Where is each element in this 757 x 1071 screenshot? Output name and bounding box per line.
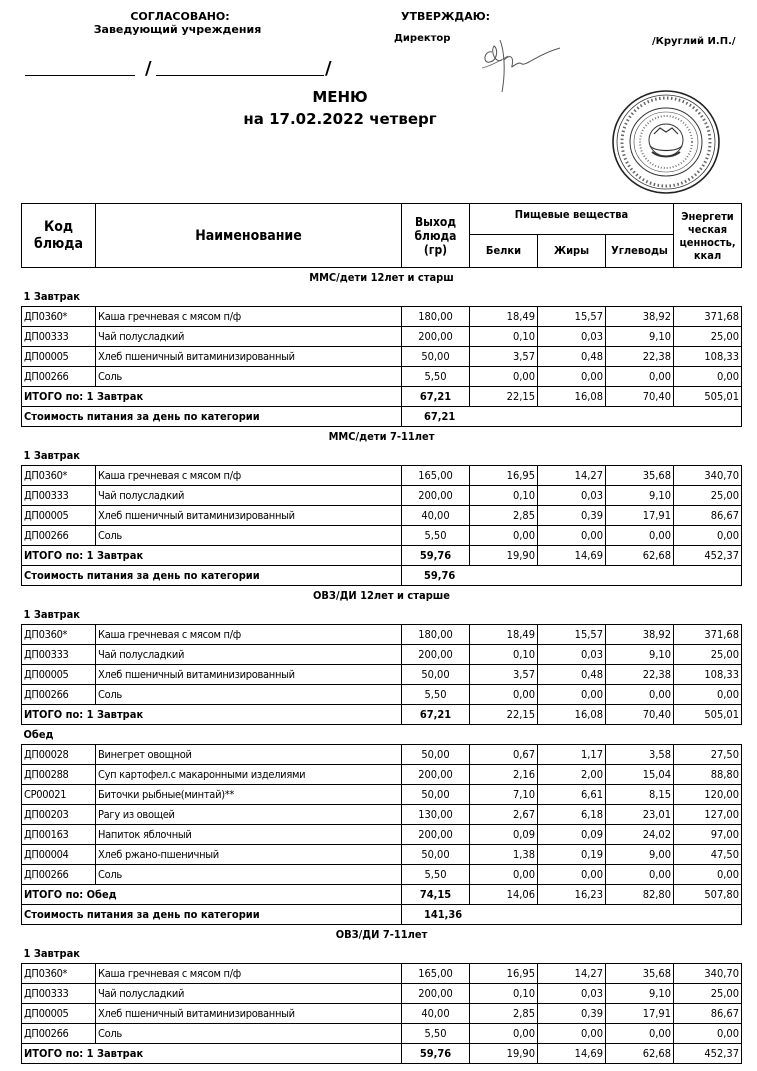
approved-name: /Круглий И.П./ <box>652 36 736 47</box>
slash: / <box>145 58 152 79</box>
category-row <box>22 586 742 606</box>
dish-energy: 97,00 <box>674 825 742 845</box>
dish-fat: 0,09 <box>538 825 606 845</box>
header-code: Код блюда <box>22 204 96 268</box>
category-title: ОВЗ/ДИ 12лет и старше <box>312 588 451 602</box>
header-carbs: Углеводы <box>606 235 674 268</box>
dish-fat: 15,57 <box>538 625 606 645</box>
cost-row <box>22 905 742 925</box>
dish-carbs: 35,68 <box>606 466 674 486</box>
dish-name: Соль <box>96 367 402 387</box>
dish-code: ДП00005 <box>22 347 96 367</box>
dish-name: Каша гречневая с мясом п/ф <box>96 964 402 984</box>
dish-protein: 0,67 <box>470 745 538 765</box>
cost-label: Стоимость питания за день по категории <box>22 905 402 925</box>
dish-carbs: 0,00 <box>606 685 674 705</box>
category-row <box>22 268 742 288</box>
dish-protein: 16,95 <box>470 466 538 486</box>
dish-protein: 18,49 <box>470 625 538 645</box>
total-yield: 67,21 <box>402 387 470 407</box>
dish-energy: 0,00 <box>674 865 742 885</box>
agreed-name-line <box>156 59 324 76</box>
dish-carbs: 38,92 <box>606 625 674 645</box>
dish-yield: 5,50 <box>402 865 470 885</box>
total-protein: 19,90 <box>470 546 538 566</box>
dish-protein: 0,10 <box>470 327 538 347</box>
dish-code: ДП0360* <box>22 307 96 327</box>
dish-energy: 127,00 <box>674 805 742 825</box>
dish-name: Хлеб пшеничный витаминизированный <box>96 665 402 685</box>
dish-code: ДП00333 <box>22 645 96 665</box>
dish-carbs: 22,38 <box>606 347 674 367</box>
meal-title: 1 Завтрак <box>23 448 81 462</box>
dish-energy: 108,33 <box>674 665 742 685</box>
dish-code: ДП00266 <box>22 1024 96 1044</box>
table-row <box>22 785 742 805</box>
meal-row <box>22 287 742 307</box>
dish-code: ДП00333 <box>22 327 96 347</box>
dish-energy: 86,67 <box>674 1004 742 1024</box>
dish-protein: 0,09 <box>470 825 538 845</box>
total-yield: 67,21 <box>402 705 470 725</box>
meal-row <box>22 944 742 964</box>
dish-yield: 200,00 <box>402 327 470 347</box>
table-row <box>22 506 742 526</box>
dish-carbs: 23,01 <box>606 805 674 825</box>
dish-protein: 0,00 <box>470 865 538 885</box>
dish-code: ДП00028 <box>22 745 96 765</box>
dish-energy: 47,50 <box>674 845 742 865</box>
dish-energy: 0,00 <box>674 685 742 705</box>
dish-yield: 50,00 <box>402 347 470 367</box>
dish-code: ДП00266 <box>22 865 96 885</box>
dish-fat: 0,48 <box>538 347 606 367</box>
dish-name: Каша гречневая с мясом п/ф <box>96 307 402 327</box>
dish-name: Винегрет овощной <box>96 745 402 765</box>
dish-yield: 200,00 <box>402 825 470 845</box>
dish-fat: 0,19 <box>538 845 606 865</box>
dish-name: Чай полусладкий <box>96 645 402 665</box>
dish-name: Каша гречневая с мясом п/ф <box>96 466 402 486</box>
dish-carbs: 9,00 <box>606 845 674 865</box>
header-name: Наименование <box>96 204 402 268</box>
total-label: ИТОГО по: 1 Завтрак <box>22 705 402 725</box>
category-title: ОВЗ/ДИ 7-11лет <box>335 927 428 941</box>
dish-carbs: 38,92 <box>606 307 674 327</box>
dish-code: ДП00333 <box>22 486 96 506</box>
total-energy: 452,37 <box>674 1044 742 1064</box>
dish-name: Суп картофел.с макаронными изделиями <box>96 765 402 785</box>
dish-yield: 200,00 <box>402 765 470 785</box>
dish-yield: 5,50 <box>402 526 470 546</box>
page-title: МЕНЮ <box>312 88 368 106</box>
cost-row <box>22 566 742 586</box>
dish-fat: 0,00 <box>538 685 606 705</box>
total-carbs: 82,80 <box>606 885 674 905</box>
total-fat: 16,08 <box>538 387 606 407</box>
table-row <box>22 825 742 845</box>
total-protein: 22,15 <box>470 387 538 407</box>
dish-code: СР00021 <box>22 785 96 805</box>
total-energy: 452,37 <box>674 546 742 566</box>
table-row <box>22 745 742 765</box>
dish-energy: 371,68 <box>674 625 742 645</box>
dish-protein: 2,16 <box>470 765 538 785</box>
dish-name: Напиток яблочный <box>96 825 402 845</box>
meal-row <box>22 725 742 745</box>
header-energy: Энергети ческая ценность, ккал <box>674 204 742 268</box>
dish-name: Чай полусладкий <box>96 327 402 347</box>
total-label: ИТОГО по: Обед <box>22 885 402 905</box>
dish-code: ДП00005 <box>22 665 96 685</box>
dish-yield: 50,00 <box>402 745 470 765</box>
dish-fat: 6,18 <box>538 805 606 825</box>
dish-fat: 0,00 <box>538 526 606 546</box>
dish-yield: 5,50 <box>402 685 470 705</box>
total-row <box>22 1044 742 1064</box>
dish-energy: 340,70 <box>674 466 742 486</box>
dish-name: Хлеб ржано-пшеничный <box>96 845 402 865</box>
dish-carbs: 0,00 <box>606 865 674 885</box>
dish-energy: 120,00 <box>674 785 742 805</box>
dish-yield: 50,00 <box>402 665 470 685</box>
dish-carbs: 22,38 <box>606 665 674 685</box>
menu-table <box>21 203 742 1064</box>
meal-title: 1 Завтрак <box>23 607 81 621</box>
dish-yield: 200,00 <box>402 486 470 506</box>
dish-protein: 0,00 <box>470 526 538 546</box>
dish-protein: 18,49 <box>470 307 538 327</box>
total-label: ИТОГО по: 1 Завтрак <box>22 1044 402 1064</box>
dish-yield: 165,00 <box>402 466 470 486</box>
dish-yield: 50,00 <box>402 785 470 805</box>
total-energy: 505,01 <box>674 387 742 407</box>
category-title: ММС/дети 7-11лет <box>328 429 435 443</box>
dish-code: ДП00005 <box>22 506 96 526</box>
dish-yield: 200,00 <box>402 984 470 1004</box>
agreed-role: Заведующий учреждения <box>93 23 262 36</box>
table-row <box>22 645 742 665</box>
table-row <box>22 1024 742 1044</box>
dish-yield: 40,00 <box>402 506 470 526</box>
dish-fat: 14,27 <box>538 964 606 984</box>
dish-carbs: 17,91 <box>606 506 674 526</box>
table-row <box>22 665 742 685</box>
dish-name: Каша гречневая с мясом п/ф <box>96 625 402 645</box>
category-row <box>22 925 742 945</box>
dish-carbs: 17,91 <box>606 1004 674 1024</box>
total-fat: 16,23 <box>538 885 606 905</box>
table-row <box>22 625 742 645</box>
dish-fat: 14,27 <box>538 466 606 486</box>
dish-fat: 6,61 <box>538 785 606 805</box>
dish-fat: 0,00 <box>538 865 606 885</box>
header-yield: Выход блюда (гр) <box>402 204 470 268</box>
header-nutrients: Пищевые вещества <box>470 204 674 235</box>
total-protein: 22,15 <box>470 705 538 725</box>
total-protein: 19,90 <box>470 1044 538 1064</box>
total-carbs: 62,68 <box>606 1044 674 1064</box>
approved-role: Директор <box>394 33 451 44</box>
dish-name: Соль <box>96 526 402 546</box>
dish-energy: 27,50 <box>674 745 742 765</box>
dish-energy: 0,00 <box>674 1024 742 1044</box>
meal-row <box>22 446 742 466</box>
dish-fat: 0,00 <box>538 1024 606 1044</box>
meal-title: 1 Завтрак <box>23 289 81 303</box>
dish-name: Соль <box>96 865 402 885</box>
dish-yield: 50,00 <box>402 845 470 865</box>
meal-row <box>22 605 742 625</box>
dish-code: ДП00266 <box>22 685 96 705</box>
dish-carbs: 0,00 <box>606 367 674 387</box>
table-row <box>22 765 742 785</box>
dish-carbs: 0,00 <box>606 526 674 546</box>
total-fat: 14,69 <box>538 546 606 566</box>
meal-title: 1 Завтрак <box>23 946 81 960</box>
dish-name: Чай полусладкий <box>96 486 402 506</box>
dish-protein: 2,85 <box>470 1004 538 1024</box>
dish-yield: 180,00 <box>402 307 470 327</box>
dish-fat: 0,39 <box>538 506 606 526</box>
agreed-label: СОГЛАСОВАНО: <box>130 10 230 23</box>
total-yield: 59,76 <box>402 1044 470 1064</box>
header-protein: Белки <box>470 235 538 268</box>
dish-code: ДП00333 <box>22 984 96 1004</box>
dish-name: Соль <box>96 1024 402 1044</box>
total-yield: 74,15 <box>402 885 470 905</box>
cost-row <box>22 407 742 427</box>
dish-yield: 130,00 <box>402 805 470 825</box>
dish-fat: 1,17 <box>538 745 606 765</box>
dish-energy: 88,80 <box>674 765 742 785</box>
dish-protein: 3,57 <box>470 665 538 685</box>
dish-energy: 25,00 <box>674 327 742 347</box>
table-row <box>22 466 742 486</box>
header-fat: Жиры <box>538 235 606 268</box>
category-row <box>22 427 742 447</box>
dish-code: ДП0360* <box>22 625 96 645</box>
total-label: ИТОГО по: 1 Завтрак <box>22 387 402 407</box>
dish-protein: 0,10 <box>470 486 538 506</box>
total-fat: 16,08 <box>538 705 606 725</box>
cost-value: 141,36 <box>402 905 742 925</box>
dish-carbs: 24,02 <box>606 825 674 845</box>
dish-carbs: 8,15 <box>606 785 674 805</box>
dish-carbs: 35,68 <box>606 964 674 984</box>
dish-energy: 25,00 <box>674 486 742 506</box>
dish-code: ДП00005 <box>22 1004 96 1024</box>
dish-energy: 0,00 <box>674 367 742 387</box>
total-row <box>22 885 742 905</box>
dish-fat: 0,03 <box>538 984 606 1004</box>
dish-energy: 25,00 <box>674 984 742 1004</box>
dish-name: Соль <box>96 685 402 705</box>
dish-yield: 5,50 <box>402 1024 470 1044</box>
dish-name: Хлеб пшеничный витаминизированный <box>96 506 402 526</box>
dish-yield: 180,00 <box>402 625 470 645</box>
dish-code: ДП00163 <box>22 825 96 845</box>
dish-yield: 200,00 <box>402 645 470 665</box>
cost-value: 59,76 <box>402 566 742 586</box>
total-label: ИТОГО по: 1 Завтрак <box>22 546 402 566</box>
table-row <box>22 307 742 327</box>
dish-fat: 0,03 <box>538 486 606 506</box>
dish-protein: 7,10 <box>470 785 538 805</box>
dish-protein: 0,00 <box>470 1024 538 1044</box>
total-energy: 507,80 <box>674 885 742 905</box>
table-row <box>22 367 742 387</box>
table-row <box>22 845 742 865</box>
page-date: на 17.02.2022 четверг <box>243 110 437 128</box>
dish-energy: 340,70 <box>674 964 742 984</box>
dish-carbs: 3,58 <box>606 745 674 765</box>
dish-yield: 165,00 <box>402 964 470 984</box>
dish-name: Биточки рыбные(минтай)** <box>96 785 402 805</box>
dish-energy: 0,00 <box>674 526 742 546</box>
table-row <box>22 486 742 506</box>
total-row <box>22 387 742 407</box>
dish-energy: 371,68 <box>674 307 742 327</box>
dish-yield: 5,50 <box>402 367 470 387</box>
dish-yield: 40,00 <box>402 1004 470 1024</box>
dish-protein: 2,85 <box>470 506 538 526</box>
dish-fat: 0,39 <box>538 1004 606 1024</box>
dish-carbs: 15,04 <box>606 765 674 785</box>
slash: / <box>325 58 332 79</box>
dish-fat: 0,03 <box>538 327 606 347</box>
dish-protein: 2,67 <box>470 805 538 825</box>
agreed-signature-line <box>25 59 135 76</box>
dish-code: ДП00203 <box>22 805 96 825</box>
table-row <box>22 984 742 1004</box>
dish-energy: 108,33 <box>674 347 742 367</box>
table-row <box>22 347 742 367</box>
total-row <box>22 546 742 566</box>
dish-fat: 0,03 <box>538 645 606 665</box>
dish-name: Рагу из овощей <box>96 805 402 825</box>
total-carbs: 62,68 <box>606 546 674 566</box>
dish-code: ДП00288 <box>22 765 96 785</box>
dish-carbs: 9,10 <box>606 327 674 347</box>
total-protein: 14,06 <box>470 885 538 905</box>
meal-title: Обед <box>23 727 54 741</box>
total-carbs: 70,40 <box>606 387 674 407</box>
dish-code: ДП0360* <box>22 964 96 984</box>
cost-label: Стоимость питания за день по категории <box>22 407 402 427</box>
dish-energy: 86,67 <box>674 506 742 526</box>
dish-protein: 16,95 <box>470 964 538 984</box>
approved-label: УТВЕРЖДАЮ: <box>401 10 491 23</box>
dish-fat: 0,00 <box>538 367 606 387</box>
table-row <box>22 805 742 825</box>
dish-carbs: 9,10 <box>606 645 674 665</box>
dish-protein: 0,00 <box>470 367 538 387</box>
dish-protein: 0,10 <box>470 645 538 665</box>
dish-code: ДП0360* <box>22 466 96 486</box>
dish-carbs: 0,00 <box>606 1024 674 1044</box>
dish-protein: 3,57 <box>470 347 538 367</box>
dish-name: Чай полусладкий <box>96 984 402 1004</box>
table-row <box>22 865 742 885</box>
official-stamp-icon <box>610 88 722 196</box>
dish-carbs: 9,10 <box>606 486 674 506</box>
dish-name: Хлеб пшеничный витаминизированный <box>96 347 402 367</box>
cost-label: Стоимость питания за день по категории <box>22 566 402 586</box>
cost-value: 67,21 <box>402 407 742 427</box>
dish-carbs: 9,10 <box>606 984 674 1004</box>
dish-code: ДП00004 <box>22 845 96 865</box>
dish-protein: 0,00 <box>470 685 538 705</box>
table-row <box>22 327 742 347</box>
table-row <box>22 526 742 546</box>
total-carbs: 70,40 <box>606 705 674 725</box>
dish-energy: 25,00 <box>674 645 742 665</box>
total-energy: 505,01 <box>674 705 742 725</box>
dish-fat: 15,57 <box>538 307 606 327</box>
dish-name: Хлеб пшеничный витаминизированный <box>96 1004 402 1024</box>
category-title: ММС/дети 12лет и старш <box>309 270 454 284</box>
dish-fat: 2,00 <box>538 765 606 785</box>
dish-protein: 0,10 <box>470 984 538 1004</box>
dish-protein: 1,38 <box>470 845 538 865</box>
table-row <box>22 964 742 984</box>
dish-fat: 0,48 <box>538 665 606 685</box>
table-row <box>22 1004 742 1024</box>
total-yield: 59,76 <box>402 546 470 566</box>
total-fat: 14,69 <box>538 1044 606 1064</box>
dish-code: ДП00266 <box>22 526 96 546</box>
total-row <box>22 705 742 725</box>
table-row <box>22 685 742 705</box>
director-signature-icon <box>478 30 568 95</box>
dish-code: ДП00266 <box>22 367 96 387</box>
